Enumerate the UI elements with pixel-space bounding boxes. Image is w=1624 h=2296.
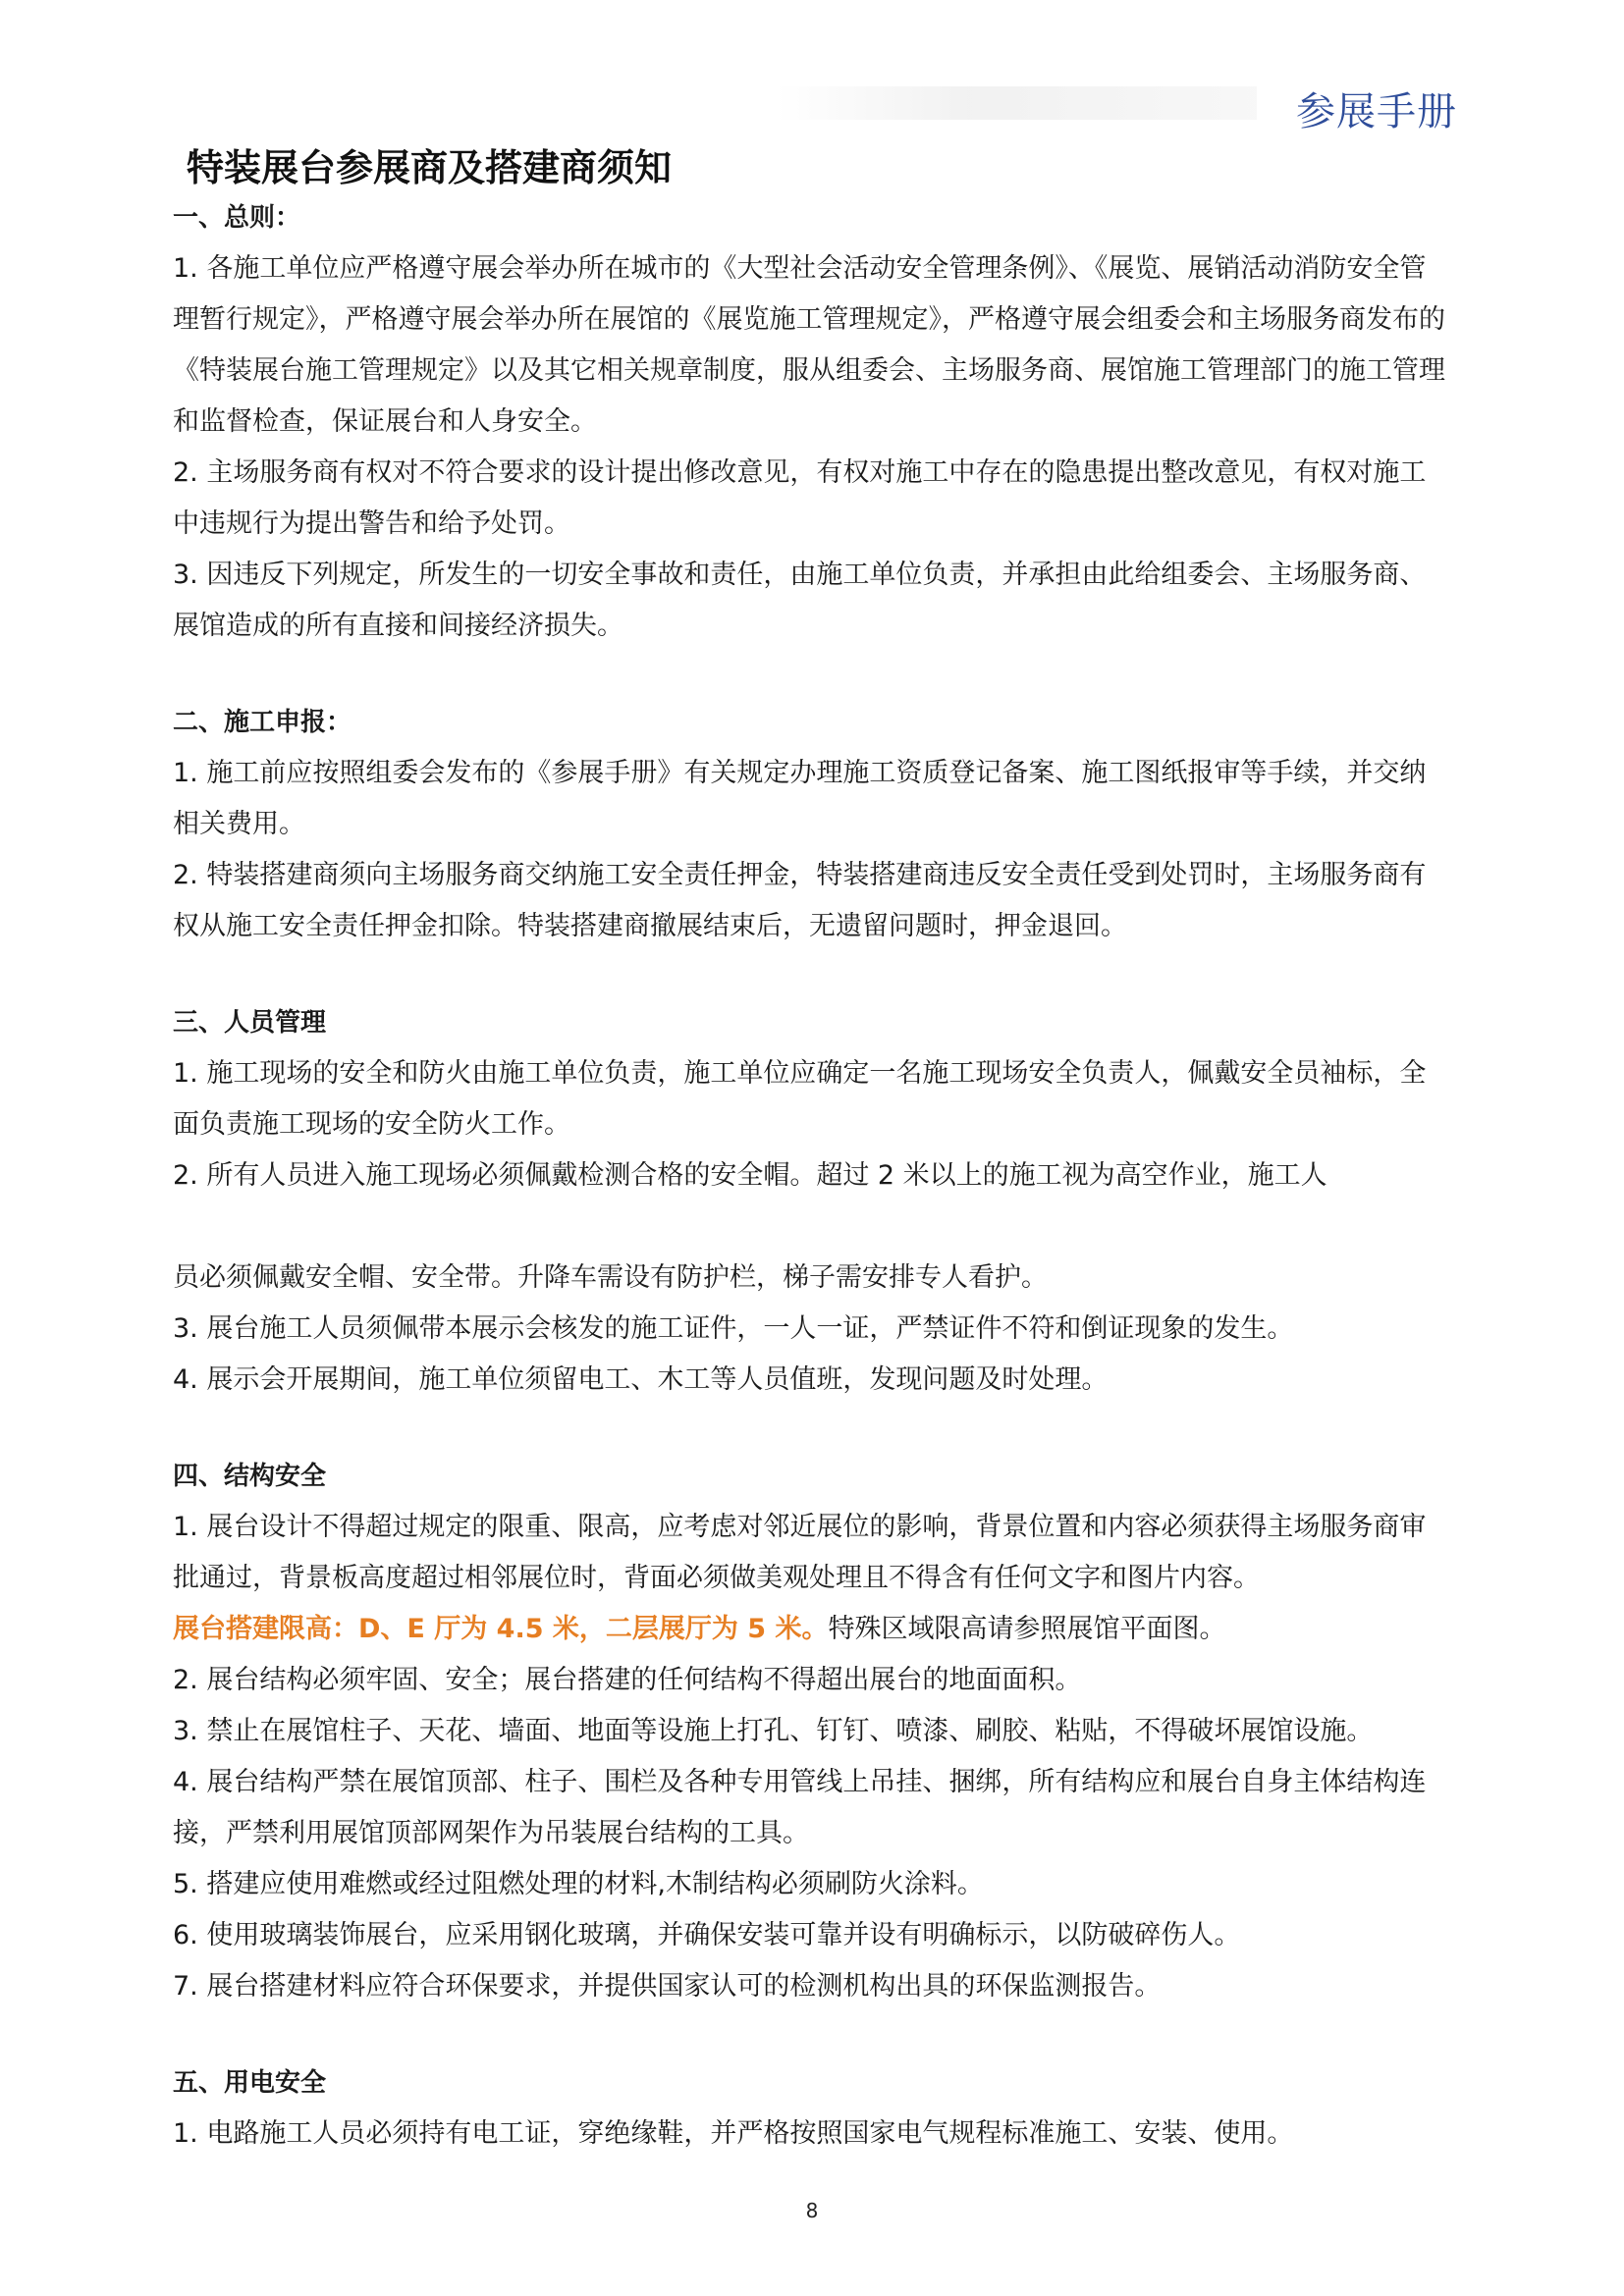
section-title: 一、总则： xyxy=(173,203,301,233)
paragraph: 1. 各施工单位应严格遵守展会举办所在城市的《大型社会活动安全管理条例》、《展览、展销活动消防安全管理暂行规定》，严格遵守展会举办所在展馆的《展览施工管理规定》，严格遵守展会组委会和主场服务商发布的《特装展台施工管理规定》以及其它相关规章制度，服从组委会、主场服务商、展馆施工管理部门的施工管理和监督检查，保证展台和人身安全。 xyxy=(173,253,1445,437)
section-declaration xyxy=(173,697,1449,952)
page-number: 8 xyxy=(805,2199,819,2222)
section-general xyxy=(173,192,1449,652)
paragraph: 2. 特装搭建商须向主场服务商交纳施工安全责任押金，特装搭建商违反安全责任受到处罚时，主场服务商有权从施工安全责任押金扣除。特装搭建商撤展结束后，无遗留问题时，押金退回。 xyxy=(173,860,1427,941)
section-title: 四、结构安全 xyxy=(173,1462,327,1491)
height-limit-highlight: 展台搭建限高：D、E 厅为 4.5 米，二层展厅为 5 米。 xyxy=(173,1614,829,1644)
paragraph: 员必须佩戴安全帽、安全带。升降车需设有防护栏，梯子需安排专人看护。 xyxy=(173,1262,1048,1293)
height-limit-note: 特殊区域限高请参照展馆平面图。 xyxy=(828,1614,1226,1644)
height-limit-paragraph xyxy=(173,1604,1449,1655)
paragraph: 1. 施工前应按照组委会发布的《参展手册》有关规定办理施工资质登记备案、施工图纸报审等手续，并交纳相关费用。 xyxy=(173,758,1427,839)
section-personnel xyxy=(173,997,1449,1406)
paragraph: 4. 展台结构严禁在展馆顶部、柱子、围栏及各种专用管线上吊挂、捆绑，所有结构应和展台自身主体结构连接，严禁利用展馆顶部网架作为吊装展台结构的工具。 xyxy=(173,1767,1427,1848)
header-tag: 参展手册 xyxy=(1296,89,1457,134)
paragraph: 1. 施工现场的安全和防火由施工单位负责，施工单位应确定一名施工现场安全负责人，佩戴安全员袖标，全面负责施工现场的安全防火工作。 xyxy=(173,1058,1427,1140)
header-shadow-decoration xyxy=(776,86,1257,120)
section-electrical xyxy=(173,2057,1449,2160)
section-title: 五、用电安全 xyxy=(173,2068,327,2098)
paragraph: 6. 使用玻璃装饰展台，应采用钢化玻璃，并确保安装可靠并设有明确标示，以防破碎伤人。 xyxy=(173,1920,1241,1950)
section-title: 三、人员管理 xyxy=(173,1008,327,1038)
section-title: 二、施工申报： xyxy=(173,708,352,737)
paragraph: 2. 主场服务商有权对不符合要求的设计提出修改意见，有权对施工中存在的隐患提出整改意见，有权对施工中违规行为提出警告和给予处罚。 xyxy=(173,457,1427,539)
section-structure xyxy=(173,1451,1449,2012)
paragraph: 1. 电路施工人员必须持有电工证，穿绝缘鞋，并严格按照国家电气规程标准施工、安装、使用。 xyxy=(173,2118,1294,2149)
paragraph: 4. 展示会开展期间，施工单位须留电工、木工等人员值班，发现问题及时处理。 xyxy=(173,1364,1109,1395)
document-title: 特装展台参展商及搭建商须知 xyxy=(187,146,673,189)
paragraph: 2. 所有人员进入施工现场必须佩戴检测合格的安全帽。超过 2 米以上的施工视为高空作业，施工人 xyxy=(173,1160,1327,1191)
paragraph: 3. 禁止在展馆柱子、天花、墙面、地面等设施上打孔、钉钉、喷漆、刷胶、粘贴，不得破坏展馆设施。 xyxy=(173,1716,1374,1746)
paragraph: 2. 展台结构必须牢固、安全；展台搭建的任何结构不得超出展台的地面面积。 xyxy=(173,1665,1082,1695)
paragraph: 3. 展台施工人员须佩带本展示会核发的施工证件，一人一证，严禁证件不符和倒证现象的发生。 xyxy=(173,1313,1294,1344)
paragraph: 5. 搭建应使用难燃或经过阻燃处理的材料,木制结构必须刷防火涂料。 xyxy=(173,1869,984,1899)
paragraph: 3. 因违反下列规定，所发生的一切安全事故和责任，由施工单位负责，并承担由此给组委会、主场服务商、展馆造成的所有直接和间接经济损失。 xyxy=(173,560,1427,641)
paragraph: 1. 展台设计不得超过规定的限重、限高，应考虑对邻近展位的影响，背景位置和内容必须获得主场服务商审批通过，背景板高度超过相邻展位时，背面必须做美观处理且不得含有任何文字和图片内容。 xyxy=(173,1512,1427,1593)
paragraph: 7. 展台搭建材料应符合环保要求，并提供国家认可的检测机构出具的环保监测报告。 xyxy=(173,1971,1162,2002)
document-body xyxy=(173,192,1449,2205)
